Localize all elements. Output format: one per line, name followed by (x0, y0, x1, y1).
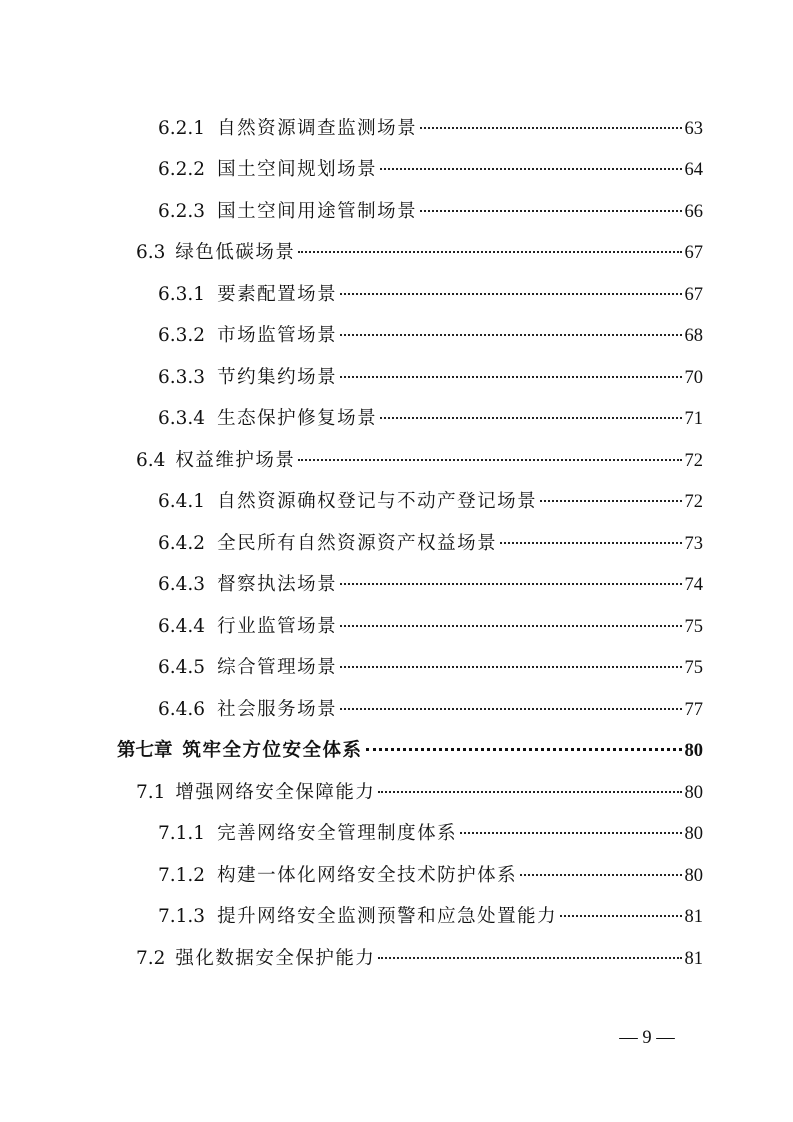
toc-entry-page: 80 (684, 741, 703, 761)
dot-leader (380, 168, 681, 170)
dot-leader (540, 500, 681, 502)
toc-entry-title: 自然资源调查监测场景 (217, 118, 418, 139)
toc-entry-number: 6.3 (136, 242, 166, 263)
toc-entry-title: 行业监管场景 (217, 616, 338, 637)
toc-entry-title: 督察执法场景 (217, 574, 338, 595)
toc-entry[interactable] (158, 363, 703, 393)
toc-entry[interactable] (158, 902, 703, 932)
toc-entry-number: 7.1 (136, 782, 166, 803)
toc-entry-page: 80 (684, 824, 703, 844)
toc-entry-page: 80 (684, 783, 703, 803)
toc-entry-number: 6.3.1 (158, 284, 206, 305)
toc-entry-title: 社会服务场景 (217, 699, 338, 720)
toc-entry-title: 全民所有自然资源资产权益场景 (217, 533, 498, 554)
toc-entry-number: 6.4.3 (158, 574, 206, 595)
dot-leader (560, 915, 681, 917)
toc-entry[interactable] (158, 612, 703, 642)
toc-entry-title: 强化数据安全保护能力 (175, 948, 376, 969)
toc-entry[interactable] (136, 446, 703, 476)
dot-leader (340, 583, 681, 585)
dot-leader (340, 666, 681, 668)
toc-entry[interactable] (158, 280, 703, 310)
toc-entry-page: 68 (684, 326, 703, 346)
toc-entry-title: 绿色低碳场景 (175, 242, 296, 263)
toc-entry-number: 6.4.5 (158, 657, 206, 678)
dot-leader (378, 957, 681, 959)
toc-entry-title: 国土空间用途管制场景 (217, 201, 418, 222)
toc-entry-number: 7.2 (136, 948, 166, 969)
dot-leader (520, 874, 681, 876)
toc-entry-title: 自然资源确权登记与不动产登记场景 (217, 491, 538, 512)
toc-entry[interactable] (158, 819, 703, 849)
toc-entry-number: 6.3.4 (158, 408, 206, 429)
toc-entry-page: 63 (684, 119, 703, 139)
toc-entry-number: 7.1.3 (158, 906, 206, 927)
dot-leader (366, 748, 682, 751)
toc-entry[interactable] (136, 238, 703, 268)
toc-entry-number: 6.4 (136, 450, 166, 471)
dot-leader (420, 210, 681, 212)
toc-entry-title: 要素配置场景 (217, 284, 338, 305)
toc-entry-page: 71 (684, 409, 703, 429)
toc-entry-page: 75 (684, 617, 703, 637)
page-number: — 9 — (619, 1028, 675, 1048)
dot-leader (340, 334, 681, 336)
toc-entry-number: 6.4.1 (158, 491, 206, 512)
toc-entry-title: 构建一体化网络安全技术防护体系 (217, 865, 518, 886)
toc-entry-title: 完善网络安全管理制度体系 (217, 823, 458, 844)
dot-leader (420, 127, 681, 129)
dot-leader (340, 376, 681, 378)
toc-entry-page: 81 (684, 949, 703, 969)
toc-entry-number: 6.2.3 (158, 201, 206, 222)
toc-entry-page: 80 (684, 866, 703, 886)
toc-entry-title: 权益维护场景 (175, 450, 296, 471)
toc-entry-page: 67 (684, 243, 703, 263)
toc-chapter-entry[interactable] (117, 736, 703, 766)
toc-entry-number: 7.1.2 (158, 865, 206, 886)
toc-entry-page: 73 (684, 534, 703, 554)
dot-leader (340, 293, 681, 295)
toc-entry-title: 筑牢全方位安全体系 (182, 740, 363, 761)
toc-entry[interactable] (158, 695, 703, 725)
toc-entry[interactable] (158, 404, 703, 434)
dot-leader (298, 459, 681, 461)
toc-entry-page: 72 (684, 492, 703, 512)
toc-entry-page: 67 (684, 285, 703, 305)
toc-entry-page: 77 (684, 700, 703, 720)
toc-entry[interactable] (158, 529, 703, 559)
toc-entry-page: 72 (684, 451, 703, 471)
dot-leader (460, 832, 681, 834)
toc-entry-number: 6.4.4 (158, 616, 206, 637)
toc-entry-page: 75 (684, 658, 703, 678)
toc-entry[interactable] (158, 653, 703, 683)
toc-entry-title: 增强网络安全保障能力 (175, 782, 376, 803)
dot-leader (380, 417, 681, 419)
dot-leader (340, 708, 681, 710)
toc-entry-title: 节约集约场景 (217, 367, 338, 388)
dot-leader (500, 542, 681, 544)
toc-entry-number: 6.3.3 (158, 367, 206, 388)
toc-entry-page: 66 (684, 202, 703, 222)
toc-entry-number: 6.2.1 (158, 118, 206, 139)
toc-entry-page: 81 (684, 907, 703, 927)
toc-entry-title: 市场监管场景 (217, 325, 338, 346)
dot-leader (298, 251, 681, 253)
toc-entry[interactable] (158, 114, 703, 144)
toc-entry[interactable] (158, 861, 703, 891)
toc-entry-page: 70 (684, 368, 703, 388)
toc-entry-title: 国土空间规划场景 (217, 159, 378, 180)
toc-entry-number: 7.1.1 (158, 823, 206, 844)
toc-entry[interactable] (158, 570, 703, 600)
toc-entry-title: 综合管理场景 (217, 657, 338, 678)
toc-entry-number: 6.4.2 (158, 533, 206, 554)
toc-entry-page: 74 (684, 575, 703, 595)
toc-entry[interactable] (158, 487, 703, 517)
toc-entry-number: 6.3.2 (158, 325, 206, 346)
toc-entry[interactable] (136, 944, 703, 974)
dot-leader (378, 791, 681, 793)
toc-entry-page: 64 (684, 160, 703, 180)
toc-entry[interactable] (158, 197, 703, 227)
dot-leader (340, 625, 681, 627)
toc-entry-number: 6.4.6 (158, 699, 206, 720)
toc-entry[interactable] (158, 321, 703, 351)
toc-entry[interactable] (136, 778, 703, 808)
toc-entry-number: 6.2.2 (158, 159, 206, 180)
toc-entry-title: 提升网络安全监测预警和应急处置能力 (217, 906, 558, 927)
toc-entry-title: 生态保护修复场景 (217, 408, 378, 429)
toc-entry-number: 第七章 (117, 740, 173, 761)
toc-entry[interactable] (158, 155, 703, 185)
